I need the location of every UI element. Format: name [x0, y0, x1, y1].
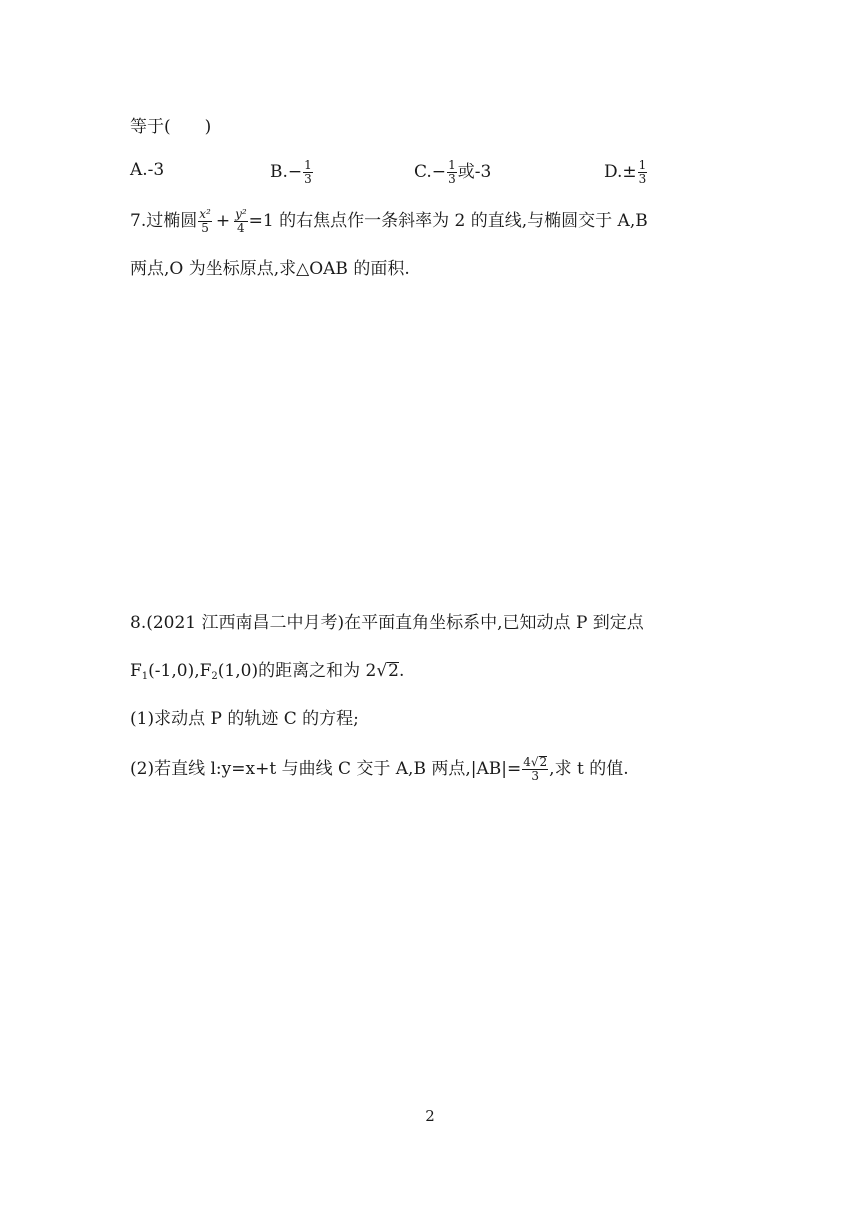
plus-sign: + [215, 211, 231, 231]
option-b [270, 159, 314, 186]
option-c-suffix: 或-3 [457, 162, 492, 182]
ellipse-fraction-x-denominator: 5 [201, 221, 209, 235]
focus-f1-letter: F [130, 661, 142, 681]
page-number: 2 [425, 1107, 435, 1125]
option-b-fraction [303, 159, 313, 186]
ab-length-fraction [522, 756, 548, 783]
question-6-tail: 等于( ) [130, 117, 212, 137]
option-c-prefix: C.− [414, 162, 447, 182]
option-c-denominator: 3 [448, 172, 456, 186]
ellipse-fraction-x-numerator: x² [199, 207, 211, 221]
question-8-tail: (1,0)的距离之和为 2 [217, 661, 377, 681]
question-7-line-2: 两点,O 为坐标原点,求△OAB 的面积. [130, 259, 410, 279]
focus-f1-subscript: 1 [141, 671, 149, 682]
question-7-line-1 [130, 208, 648, 235]
question-8-line-1: 8.(2021 江西南昌二中月考)在平面直角坐标系中,已知动点 P 到定点 [130, 613, 644, 633]
option-b-numerator: 1 [304, 158, 312, 172]
option-a: A.-3 [130, 160, 165, 180]
question-7-rest: =1 的右焦点作一条斜率为 2 的直线,与椭圆交于 A,B [248, 211, 648, 231]
question-8-end: . [399, 661, 405, 681]
question-8-line-2 [130, 660, 404, 688]
question-8-mid: (-1,0),F [148, 661, 212, 681]
ellipse-fraction-y-numerator: y² [235, 207, 247, 221]
ellipse-fraction-y-denominator: 4 [237, 221, 245, 235]
question-7-prefix: 7.过椭圆 [130, 211, 198, 231]
focus-f2-subscript: 2 [211, 671, 218, 682]
ab-length-coefficient: 4 [523, 755, 531, 769]
option-c-numerator: 1 [448, 158, 456, 172]
ellipse-fraction-y [234, 208, 248, 235]
option-d-prefix: D.± [604, 162, 637, 182]
option-d-fraction [638, 159, 648, 186]
option-c-fraction [447, 159, 457, 186]
option-b-denominator: 3 [304, 172, 312, 186]
option-d-numerator: 1 [638, 158, 647, 172]
option-c [414, 159, 491, 186]
ab-length-sqrt-sign: √ [530, 755, 539, 769]
ab-length-numerator [522, 756, 548, 770]
sqrt-radicand: 2 [388, 661, 399, 681]
question-8-part-2-suffix: ,求 t 的值. [549, 759, 629, 779]
option-d [604, 159, 648, 186]
question-8-part-1: (1)求动点 P 的轨迹 C 的方程; [130, 709, 359, 729]
sqrt-sign: √ [376, 661, 388, 681]
ab-length-denominator: 3 [531, 769, 540, 783]
question-8-part-2-prefix: (2)若直线 l:y=x+t 与曲线 C 交于 A,B 两点,|AB|= [130, 759, 522, 779]
option-b-prefix: B.− [270, 162, 303, 182]
ab-length-radicand: 2 [539, 755, 548, 769]
option-d-denominator: 3 [638, 172, 647, 186]
ellipse-fraction-x [198, 208, 212, 235]
question-8-part-2 [130, 756, 629, 783]
